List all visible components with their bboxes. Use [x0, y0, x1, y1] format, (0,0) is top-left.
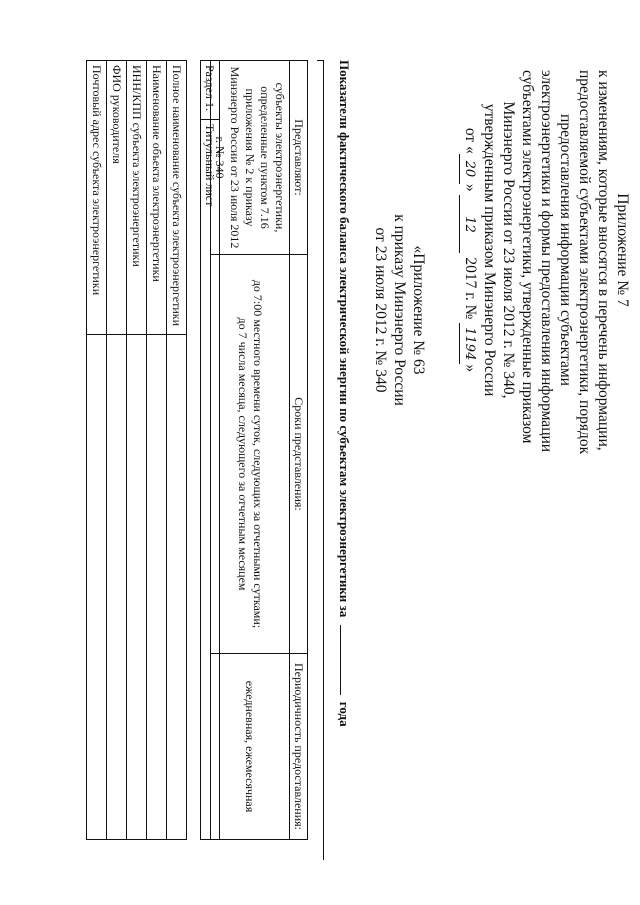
section-table: [200, 60, 220, 840]
field-value: [87, 335, 107, 840]
appendix-line: Минэнерго России от 23 июля 2012 г. № 340,: [500, 101, 517, 399]
appendix-header: [459, 70, 632, 455]
field-value: [147, 335, 167, 840]
appendix-line: субъектами электроэнергетики, утвержденные приказом: [519, 70, 536, 444]
date-year: 2017 г. №: [462, 257, 479, 320]
handwritten-month: 12: [459, 195, 479, 253]
field-label: Почтовый адрес субъекта электроэнергетики: [87, 61, 107, 335]
appendix-line: Приложение № 7: [614, 193, 631, 307]
order-line: к приказу Минэнерго России: [391, 214, 408, 406]
form-title-text: Показатели фактического баланса электрической энергии по субъектам электроэнергетики за: [337, 60, 352, 618]
approval-date-line: [459, 70, 480, 430]
deadline-daily: до 7:00 местного времени суток, следующих за отчетными сутками;: [251, 279, 265, 629]
table-row: [127, 61, 147, 840]
field-label: ФИО руководителя: [107, 61, 127, 335]
order-line: от 23 июля 2012 г. № 340: [372, 227, 389, 393]
order-reference: [371, 190, 428, 430]
table-header-row: [290, 61, 308, 840]
appendix-line: предоставления информации субъектами: [557, 114, 574, 386]
header-cell-deadline: Сроки представления:: [290, 255, 308, 654]
table-row: [167, 61, 187, 840]
who-cell: субъекты электроэнергетики, определенные пунктом 7.16 приложения № 2 к приказу Минэнерго России от 23 июля 2012 г. № 340: [211, 61, 290, 255]
field-value: [107, 335, 127, 840]
header-cell-frequency: Периодичность предоставления:: [290, 654, 308, 840]
field-value: [167, 335, 187, 840]
date-prefix: от «: [462, 127, 479, 154]
order-line: «Приложение № 63: [410, 245, 427, 375]
section-name: Титульный лист: [201, 120, 220, 840]
title-page-table: [86, 60, 187, 840]
submission-table: [210, 60, 308, 840]
table-row: [87, 61, 107, 840]
deadline-cell: [211, 255, 290, 654]
table-row: [107, 61, 127, 840]
form-title-suffix: года: [337, 701, 352, 727]
appendix-line: электроэнергетики и формы предоставления информации: [538, 70, 555, 453]
appendix-line: утвержденным приказом Минэнерго России: [481, 103, 498, 397]
deadline-monthly: до 7 числа месяца, следующего за отчетным месяцем: [236, 317, 250, 591]
date-mid: »: [462, 183, 479, 192]
form-title: [336, 60, 352, 880]
handwritten-day: 20: [459, 154, 479, 184]
date-suffix: »: [462, 364, 479, 373]
rule-tick: [317, 60, 324, 61]
frequency-cell: ежедневная, ежемесячная: [211, 654, 290, 840]
field-label: Полное наименование субъекта электроэнергетики: [167, 61, 187, 335]
appendix-line: к изменениям, которые вносятся в перечень информации,: [595, 70, 612, 451]
handwritten-number: 1194: [459, 323, 479, 364]
field-label: ИНН/КПП субъекта электроэнергетики: [127, 61, 147, 335]
field-label: Наименование объекта электроэнергетики: [147, 61, 167, 335]
section-number: Раздел 1.: [201, 61, 220, 120]
rule-line: [323, 60, 324, 860]
table-row: [211, 61, 290, 840]
field-value: [127, 335, 147, 840]
appendix-line: предоставляемой субъектами электроэнергетики, порядок: [576, 70, 593, 455]
header-cell-who: Представляют:: [290, 61, 308, 255]
table-row: [147, 61, 167, 840]
year-blank: [340, 625, 341, 695]
table-row: [201, 61, 220, 840]
